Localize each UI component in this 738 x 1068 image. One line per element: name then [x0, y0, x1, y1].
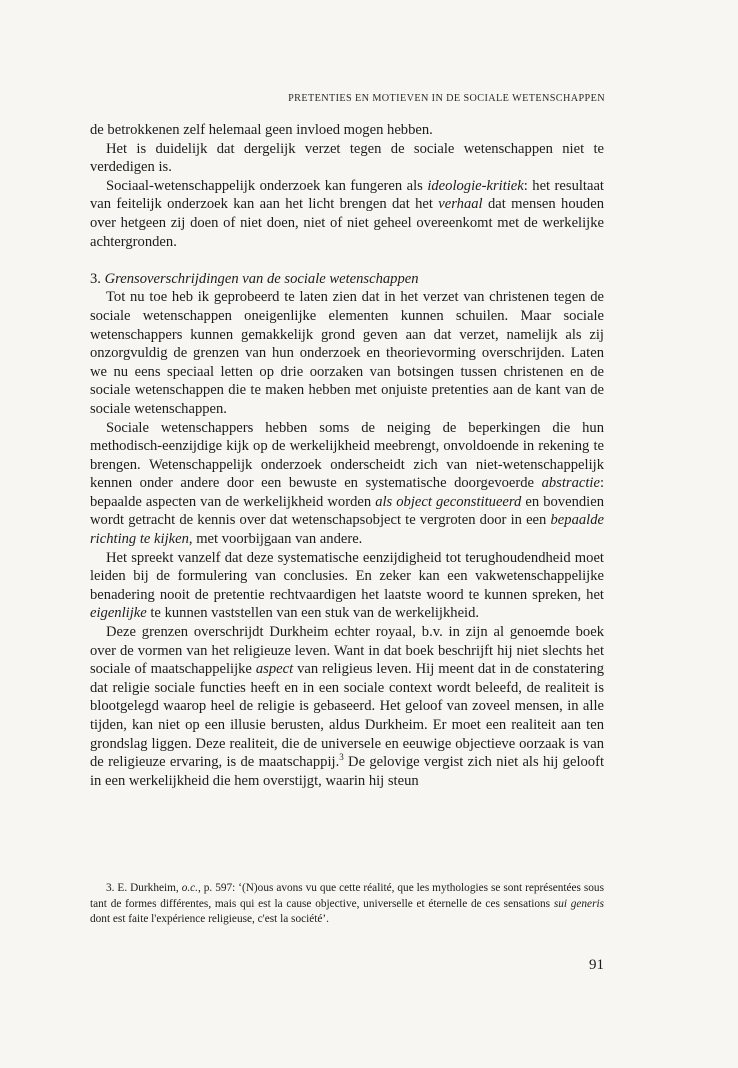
page-number: 91	[589, 957, 604, 973]
footnote-text	[90, 881, 604, 928]
text-run: De gelovige vergist zich niet als hij gelooft in een werkelijkheid die hem overstijgt, waarin hij steun	[90, 754, 605, 789]
footnote	[90, 881, 604, 928]
text-run: dont est faite l'expérience religieuse, c'est la société’.	[90, 913, 329, 926]
footnote-reference[interactable]: 3	[339, 752, 344, 763]
section-heading	[90, 270, 604, 289]
text-run: , met voorbijgaan van andere.	[188, 531, 363, 548]
paragraph	[90, 177, 604, 251]
text-run: Deze grenzen overschrijdt Durkheim echter royaal, b.v. in zijn al genoemde boek over de vormen van het religieuze leven. Want in dat boek beschrijft hij niet slechts het sociale of maatschappelijke	[90, 624, 604, 678]
paragraph: Het is duidelijk dat dergelijk verzet tegen de sociale wetenschappen niet te verdedigen is.	[90, 140, 604, 176]
emphasis: aspect	[255, 661, 294, 678]
paragraph: Tot nu toe heb ik geprobeerd te laten zien dat in het verzet van christenen tegen de sociale wetenschappen oneigenlijke elementen kunnen schuilen. Maar sociale wetenschappers kunnen gemakkelijk grond geven aan dat verzet, namelijk als zij onzorgvuldig de grenzen van hun onderzoek en theorievorming overschrijden. Laten we nu eens speciaal letten op drie oorzaken van botsingen tussen christenen en de sociale wetenschappen die te maken hebben met onjuiste pretenties aan de kant van de sociale wetenschappen.	[90, 289, 604, 417]
paragraph	[90, 549, 604, 623]
text-run: 3. E. Durkheim,	[106, 882, 182, 894]
text-run: te kunnen vaststellen van een stuk van de werkelijkheid.	[146, 605, 480, 622]
body-text	[90, 121, 604, 790]
paragraph: de betrokkenen zelf helemaal geen invloed mogen hebben.	[90, 122, 433, 138]
paragraph	[90, 419, 604, 549]
emphasis: ideologie-kritiek	[427, 177, 524, 194]
paragraph	[90, 623, 604, 790]
emphasis: bepaalde richting te kijken	[90, 512, 604, 548]
section-title: Grensoverschrijdingen van de sociale wetenschappen	[104, 270, 419, 287]
running-head: PRETENTIES EN MOTIEVEN IN DE SOCIALE WETENSCHAPPEN	[288, 93, 605, 104]
emphasis: verhaal	[438, 196, 483, 213]
emphasis: eigenlijke	[90, 605, 147, 622]
text-run: Sociale wetenschappers hebben soms de neiging de beperkingen die hun methodisch-eenzijdige kijk op de werkelijkheid meebrengt, onvoldoende in rekening te brengen. Wetenschappelijk onderzoek onderscheidt zich van niet-wetenschappelijk kennen onder andere door een bewuste en systematische doorgevoerde	[90, 419, 604, 492]
emphasis: abstractie	[541, 475, 600, 492]
text-run: , p. 597: ‘(N)ous avons vu que cette réalité, que les mythologies se sont représentées sous tant de formes différentes, mais qui est la cause objective, universelle et éternelle de ces sensations	[90, 882, 604, 910]
emphasis: sui generis	[553, 897, 605, 910]
text-run: : het resultaat van feitelijk onderzoek kan aan het licht brengen dat het	[90, 177, 604, 213]
text-run: Sociaal-wetenschappelijk onderzoek kan fungeren als	[106, 177, 428, 194]
text-run: : bepaalde aspecten van de werkelijkheid worden	[90, 475, 604, 510]
text-run: dat mensen houden over hetgeen zij doen of niet doen, niet of niet geheel overeenkomt met de werkelijke achtergronden.	[90, 196, 604, 250]
emphasis: o.c.	[181, 882, 198, 894]
text-run: en bovendien wordt getracht de kennis over dat wetenschapsobject te vergroten door in een	[90, 493, 604, 529]
text-run: Het spreekt vanzelf dat deze systematische eenzijdigheid tot terughoudendheid moet leiden bij de formulering van conclusies. En zeker kan een vakwetenschappelijke benadering nooit de pretentie rechtvaardigen het laatste woord te kunnen spreken, het	[90, 549, 604, 603]
section-number: 3.	[90, 270, 105, 287]
emphasis: als object geconstitueerd	[375, 493, 522, 510]
text-run: van religieus leven. Hij meent dat in de constatering dat religie sociale functies heeft en in een sociale context wordt beleefd, de realiteit is blootgelegd waarop heel de religie is gebaseerd. Het geloof van zoveel mensen, in alle tijden, kan niet op een illusie berusten, aldus Durkheim. Er moet een realiteit aan ten grondslag liggen. Deze realiteit, die de universele en eeuwige objectieve oorzaak is van de religieuze ervaring, is de maatschappij.	[90, 661, 605, 771]
